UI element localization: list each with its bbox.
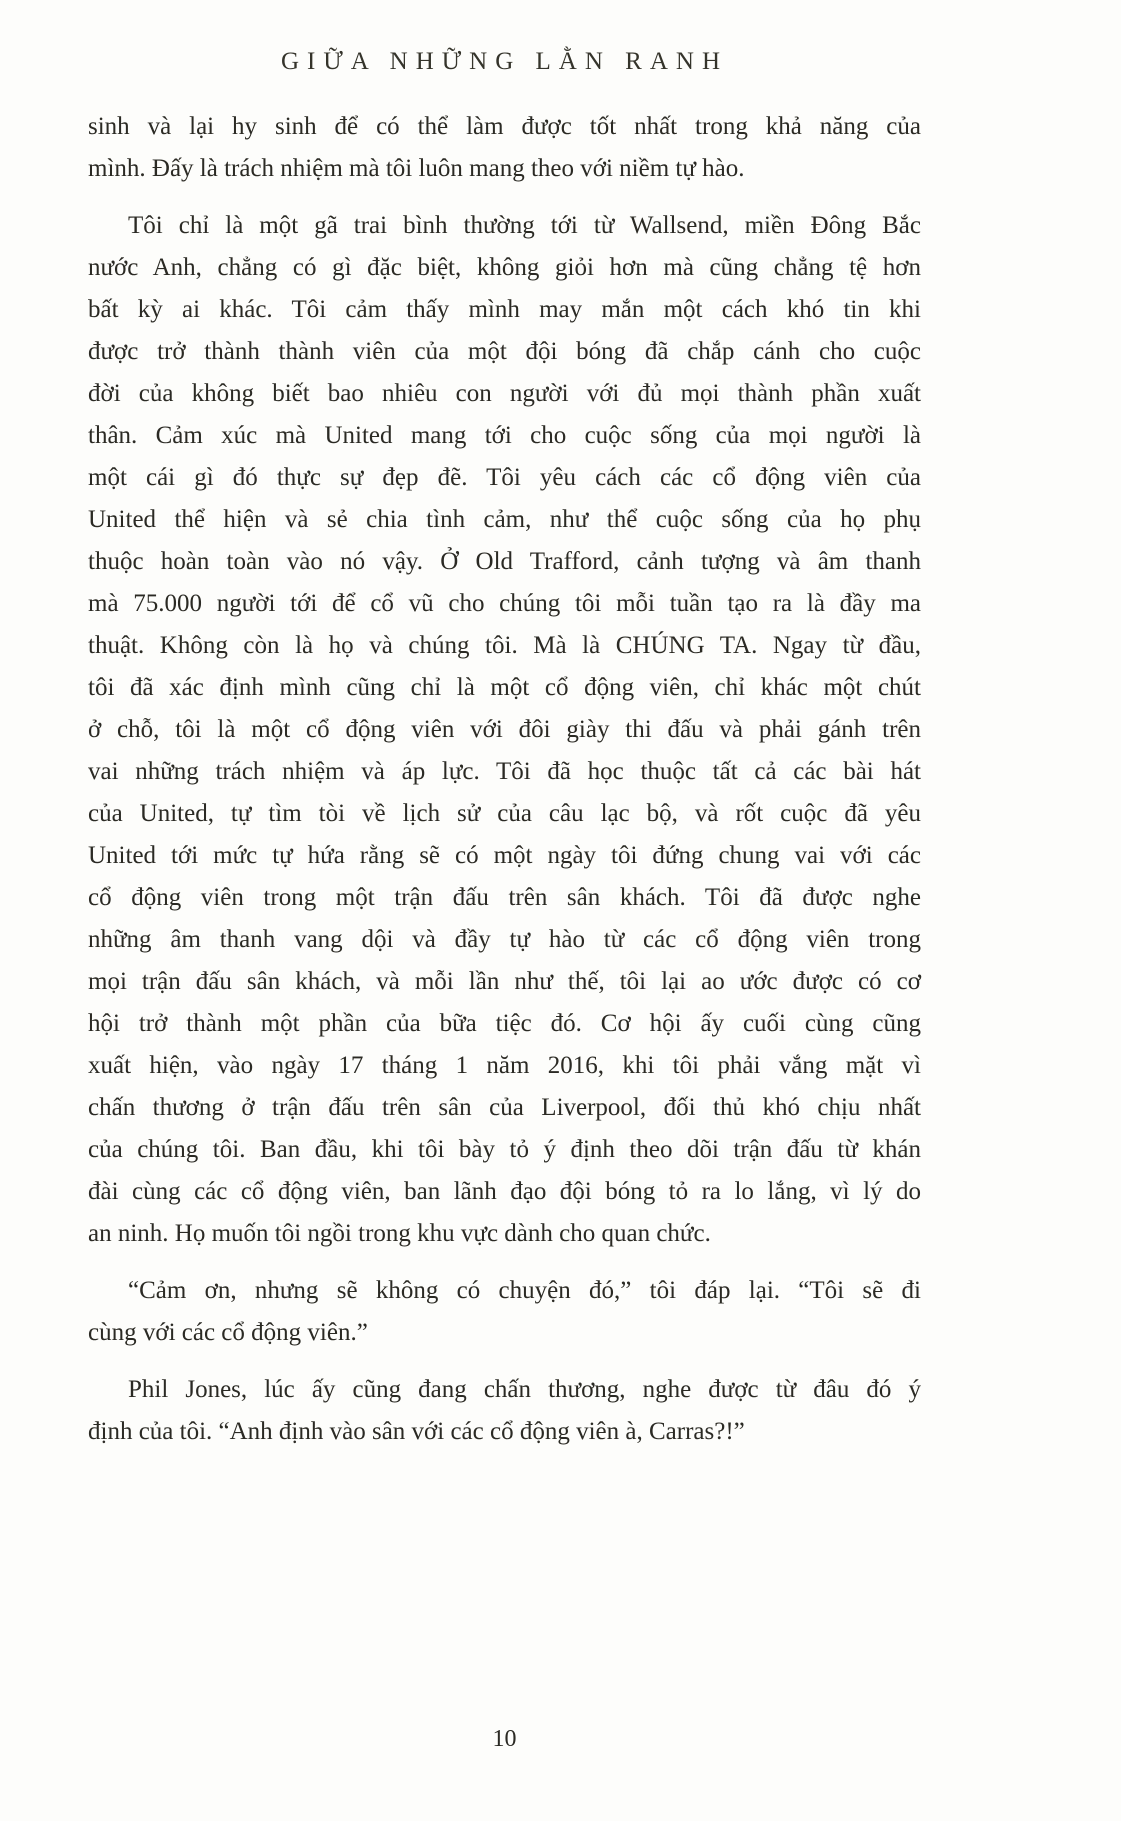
text-line: cùng với các cổ động viên.” [88,1319,368,1346]
text-line: đời của không biết bao nhiêu con người với đủ mọi thành phần xuất [88,380,921,407]
text-line: hội trở thành một phần của bữa tiệc đó. Cơ hội ấy cuối cùng cũng [88,1010,921,1037]
text-line: United tới mức tự hứa rằng sẽ có một ngày tôi đứng chung vai với các [88,842,921,869]
text-line: mình. Đấy là trách nhiệm mà tôi luôn mang theo với niềm tự hào. [88,155,745,182]
running-header: GIỮA NHỮNG LẰN RANH [280,48,729,75]
text-line: vai những trách nhiệm và áp lực. Tôi đã học thuộc tất cả các bài hát [88,758,921,785]
text-line: sinh và lại hy sinh để có thể làm được tốt nhất trong khả năng của [88,113,921,140]
text-line: chấn thương ở trận đấu trên sân của Liverpool, đối thủ khó chịu nhất [88,1094,921,1121]
paragraph [88,1270,921,1354]
text-line: đài cùng các cổ động viên, ban lãnh đạo đội bóng tỏ ra lo lắng, vì lý do [88,1178,921,1205]
text-line: bất kỳ ai khác. Tôi cảm thấy mình may mắn một cách khó tin khi [88,296,921,323]
paragraph [88,106,921,190]
text-line: thuật. Không còn là họ và chúng tôi. Mà là CHÚNG TA. Ngay từ đầu, [88,632,921,659]
text-line: nước Anh, chẳng có gì đặc biệt, không giỏi hơn mà cũng chẳng tệ hơn [88,254,921,281]
text-line: được trở thành thành viên của một đội bóng đã chắp cánh cho cuộc [88,338,921,365]
text-line: Tôi chỉ là một gã trai bình thường tới từ Wallsend, miền Đông Bắc [128,212,921,239]
text-line: xuất hiện, vào ngày 17 tháng 1 năm 2016, khi tôi phải vắng mặt vì [88,1052,921,1079]
text-line: của chúng tôi. Ban đầu, khi tôi bày tỏ ý định theo dõi trận đấu từ khán [88,1136,921,1163]
page-number: 10 [492,1726,517,1752]
page-content [88,48,921,1468]
text-line: an ninh. Họ muốn tôi ngồi trong khu vực dành cho quan chức. [88,1220,711,1247]
paragraph [88,1369,921,1453]
text-line: tôi đã xác định mình cũng chỉ là một cổ động viên, chỉ khác một chút [88,674,921,701]
text-line: một cái gì đó thực sự đẹp đẽ. Tôi yêu cách các cổ động viên của [88,464,921,491]
text-line: cổ động viên trong một trận đấu trên sân khách. Tôi đã được nghe [88,884,921,911]
text-line: thân. Cảm xúc mà United mang tới cho cuộc sống của mọi người là [88,422,921,449]
text-line: định của tôi. “Anh định vào sân với các cổ động viên à, Carras?!” [88,1418,745,1445]
text-line: những âm thanh vang dội và đầy tự hào từ các cổ động viên trong [88,926,921,953]
paragraph [88,205,921,1255]
text-line: mọi trận đấu sân khách, và mỗi lần như thế, tôi lại ao ước được có cơ [88,968,921,995]
paragraphs [88,106,921,1453]
text-line: ở chỗ, tôi là một cổ động viên với đôi giày thi đấu và phải gánh trên [88,716,921,743]
text-line: “Cảm ơn, nhưng sẽ không có chuyện đó,” tôi đáp lại. “Tôi sẽ đi [128,1277,921,1304]
text-line: Phil Jones, lúc ấy cũng đang chấn thương, nghe được từ đâu đó ý [128,1376,921,1403]
text-line: của United, tự tìm tòi về lịch sử của câu lạc bộ, và rốt cuộc đã yêu [88,800,921,827]
text-line: mà 75.000 người tới để cổ vũ cho chúng tôi mỗi tuần tạo ra là đầy ma [88,590,921,617]
text-line: thuộc hoàn toàn vào nó vậy. Ở Old Trafford, cảnh tượng và âm thanh [88,548,921,575]
text-line: United thể hiện và sẻ chia tình cảm, như thể cuộc sống của họ phụ [88,506,921,533]
